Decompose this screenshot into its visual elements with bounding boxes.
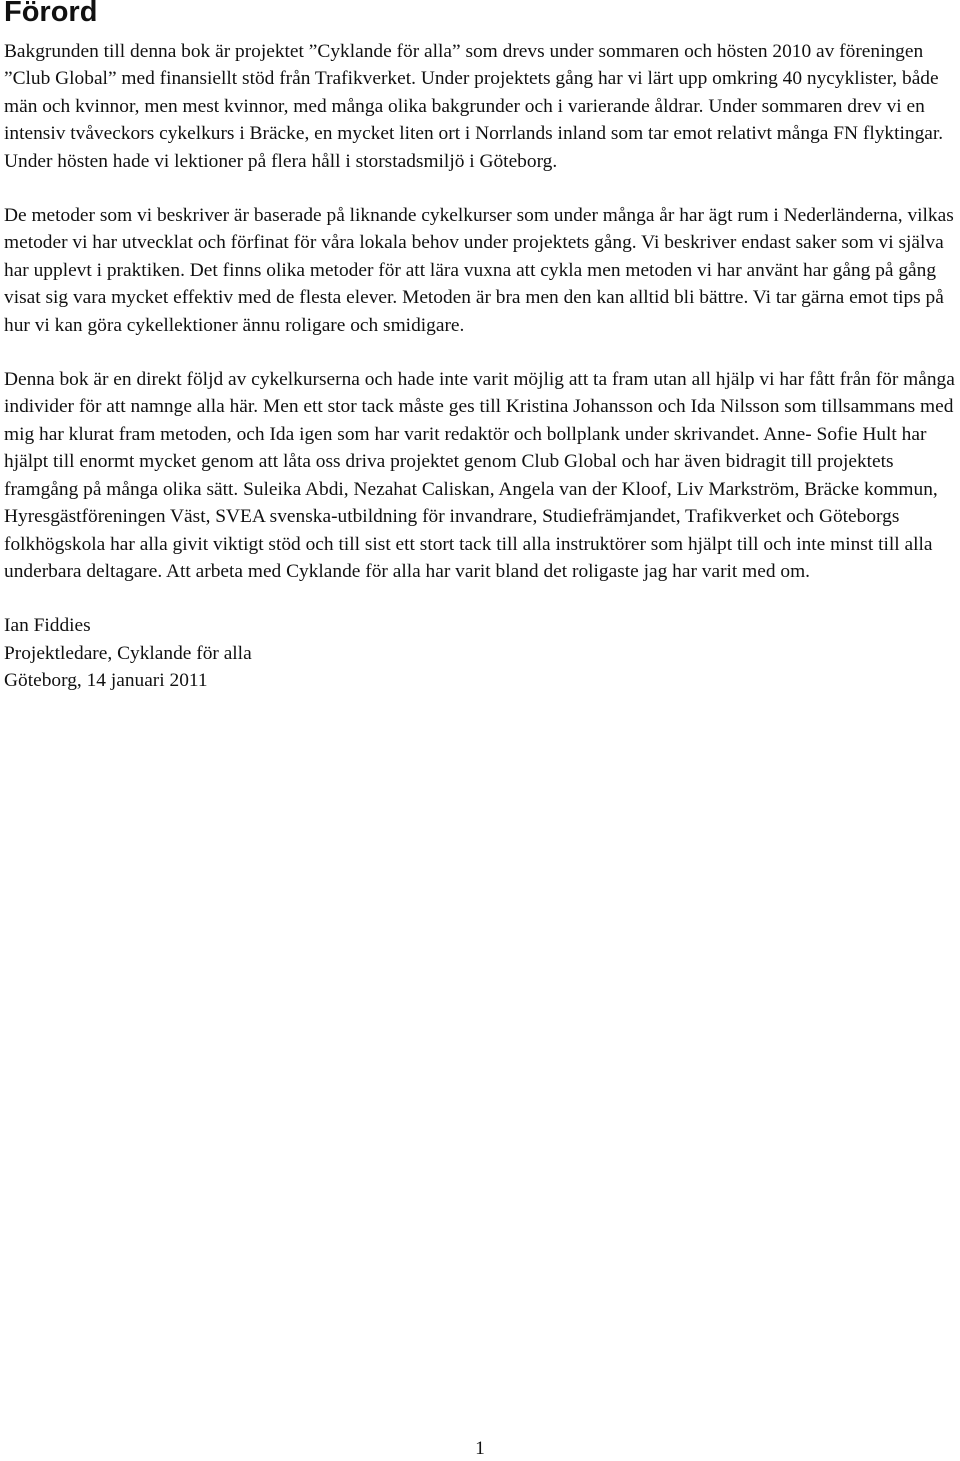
signature-place-date: Göteborg, 14 januari 2011 — [4, 670, 208, 692]
signature-name: Ian Fiddies — [4, 615, 91, 637]
signature-block — [4, 612, 956, 694]
signature-role: Projektledare, Cyklande för alla — [4, 642, 252, 664]
paragraph-acknowledgements: Denna bok är en direkt följd av cykelkurserna och hade inte varit möjlig att ta fram utan all hjälp vi har fått från för många individer för att namnge alla här. Men ett stor tack måste ges till Kristina Johansson och Ida Nilsson som tillsammans med mig har klurat fram metoden, och Ida igen som har varit redaktör och bollplank under skrivandet. Anne- Sofie Hult har hjälpt till enormt mycket genom att låta oss driva projektet genom Club Global och har även bidragit till projektets framgång på många olika sätt. Suleika Abdi, Nezahat Caliskan, Angela van der Kloof, Liv Markström, Bräcke kommun, Hyresgästföreningen Väst, SVEA svenska-utbildning för invandrare, Studiefrämjandet, Trafikverket och Göteborgs folkhögskola har alla givit viktigt stöd och till sist ett stort tack till alla instruktörer som hjälpt till och inte minst till alla underbara deltagare. Att arbeta med Cyklande för alla har varit bland det roligaste jag har varit med om. — [4, 369, 955, 582]
paragraph-methods: De metoder som vi beskriver är baserade på liknande cykelkurser som under många år har ägt rum i Nederländerna, vilkas metoder vi har utvecklat och förfinat för våra lokala behov under projektets gång. Vi beskriver endast saker som vi själva har upplevt i praktiken. Det finns olika metoder för att lära vuxna att cykla men metoden vi har använt har gång på gång visat sig vara mycket effektiv med de flesta elever. Metoden är bra men den kan alltid bli bättre. Vi tar gärna emot tips på hur vi kan göra cykellektioner ännu roligare och smidigare. — [4, 205, 954, 336]
paragraph-background: Bakgrunden till denna bok är projektet ”Cyklande för alla” som drevs under sommaren och hösten 2010 av föreningen ”Club Global” med finansiellt stöd från Trafikverket. Under projektets gång har vi lärt upp omkring 40 nycyklister, både män och kvinnor, men mest kvinnor, med många olika bakgrunder och i varierande åldrar. Under sommaren drev vi en intensiv tvåveckors cykelkurs i Bräcke, en mycket liten ort i Norrlands inland som tar emot relativt många FN flyktingar. Under hösten hade vi lektioner på flera håll i storstadsmiljö i Göteborg. — [4, 41, 944, 172]
page-number: 1 — [475, 1438, 485, 1459]
page-title: Förord — [4, 0, 98, 28]
